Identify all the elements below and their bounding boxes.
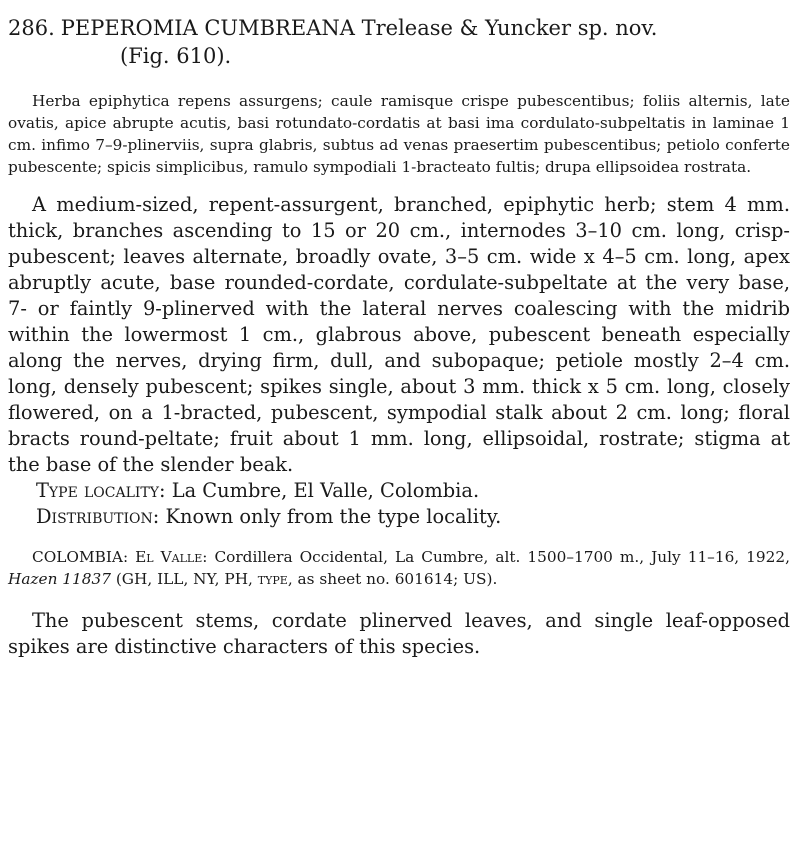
species-number: 286.: [8, 16, 55, 40]
specimen-country: COLOMBIA: [32, 548, 123, 566]
species-authors: Trelease & Yuncker sp. nov.: [361, 16, 658, 40]
distribution-value: Known only from the type locality.: [165, 505, 502, 528]
species-description: A medium-sized, repent-assurgent, branched, epiphytic herb; stem 4 mm. thick, branches ascending to 15 or 20 cm., internodes 3–10 cm. long, crisp-pubescent; leaves alternate, broadly ovate, 3–5 cm. wide x 4–5 cm. long, apex abruptly acute, base rounded-cordate, cordulate-subpeltate at the very base, 7- or faintly 9-plinerved with the lateral nerves coalescing with the midrib within the lowermost 1 cm., glabrous above, pubescent beneath especially along the nerves, drying firm, dull, and subopaque; petiole mostly 2–4 cm. long, densely pubescent; spikes single, about 3 mm. thick x 5 cm. long, closely flowered, on a 1-bracted, pubescent, sympodial stalk about 2 cm. long; floral bracts round-peltate; fruit about 1 mm. long, ellipsoidal, rostrate; stigma at the base of the slender beak.: [8, 193, 790, 476]
type-locality-value: La Cumbre, El Valle, Colombia.: [171, 479, 480, 502]
figure-reference: (Fig. 610).: [120, 44, 232, 68]
closing-note: The pubescent stems, cordate plinerved leaves, and single leaf-opposed spikes are distinctive characters of this species.: [8, 609, 790, 658]
specimen-type-marker: type: [257, 570, 288, 588]
type-locality: Type locality: La Cumbre, El Valle, Colombia.: [36, 479, 480, 502]
specimen-sheet: , as sheet no. 601614; US).: [287, 570, 498, 588]
specimen-region: El Valle: [135, 548, 203, 566]
distribution-label: Distribution: [36, 505, 153, 528]
type-locality-label: Type locality: [36, 479, 159, 502]
latin-diagnosis: Herba epiphytica repens assurgens; caule ramisque crispe pubescentibus; foliis alternis, late ovatis, apice abrupte acutis, basi rotundato-cordatis at basi ima cordulato-subpeltatis in laminae 1 cm. infimo 7–9-plinerviis, supra glabris, subtus ad venas praesertim pubescentibus; petiolo conferte pubescente; spicis simplicibus, ramulo sympodiali 1-bracteato fultis; drupa ellipsoidea rostrata.: [8, 92, 790, 176]
specimen-herbaria: (GH, ILL, NY, PH,: [115, 570, 253, 588]
specimen-citation: COLOMBIA: El Valle: Cordillera Occidental, La Cumbre, alt. 1500–1700 m., July 11–16, 1922, Hazen 11837 (GH, ILL, NY, PH, type, as sheet no. 601614; US).: [8, 548, 790, 588]
distribution: Distribution: Known only from the type locality.: [36, 505, 502, 528]
species-heading: [8, 14, 790, 70]
specimen-locality: Cordillera Occidental, La Cumbre, alt. 1500–1700 m., July 11–16, 1922,: [214, 548, 790, 566]
specimen-collector: Hazen 11837: [8, 570, 111, 588]
species-title: PEPEROMIA CUMBREANA: [60, 16, 355, 40]
